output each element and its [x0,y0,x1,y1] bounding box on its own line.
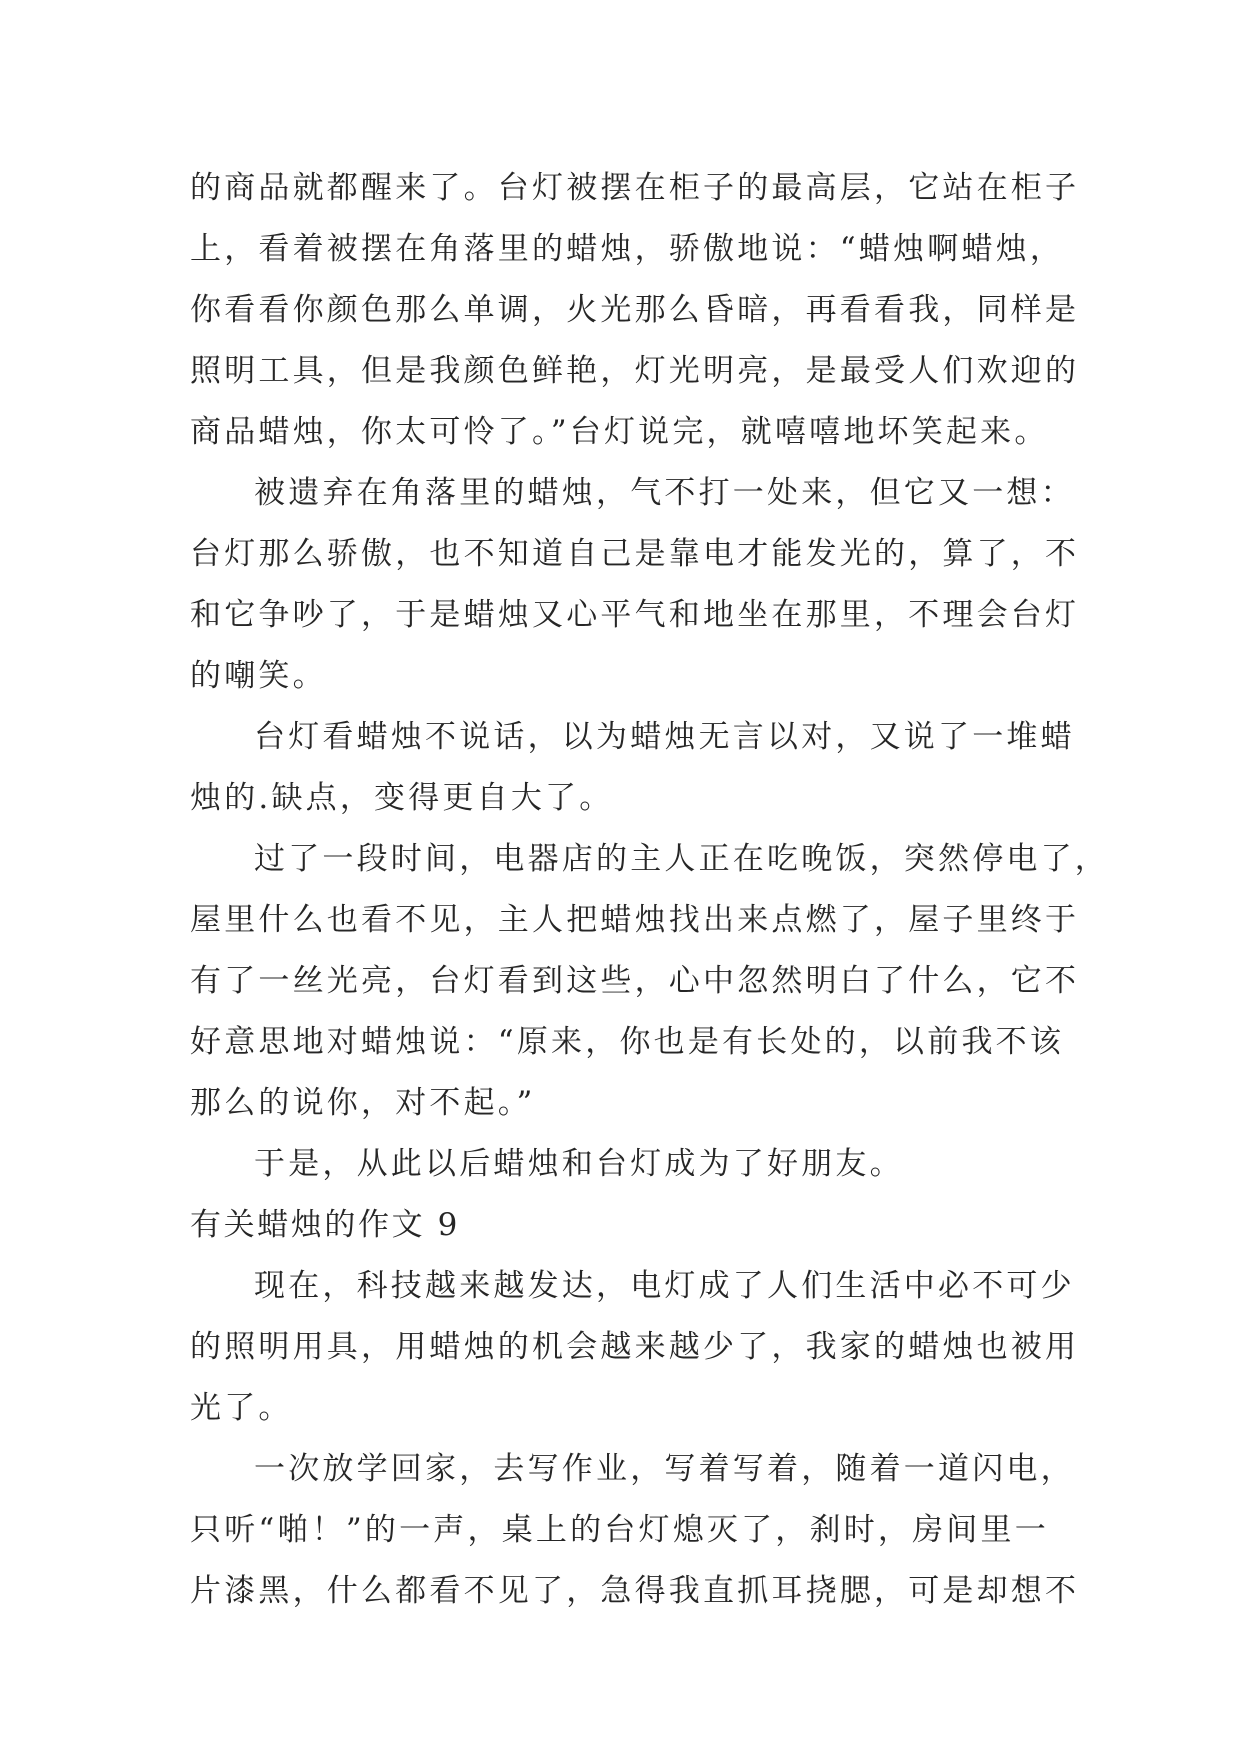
text-line: 上，看着被摆在角落里的蜡烛，骄傲地说：“蜡烛啊蜡烛， [190,231,1065,267]
text-line: 的嘲笑。 [190,658,327,694]
text-line: 的照明用具，用蜡烛的机会越来越少了，我家的蜡烛也被用 [190,1329,1080,1365]
text-line: 烛的.缺点，变得更自大了。 [190,780,614,816]
section-heading: 有关蜡烛的作文 9 [190,1207,460,1243]
text-line: 商品蜡烛，你太可怜了。”台灯说完，就嘻嘻地坏笑起来。 [190,414,1049,450]
text-line: 和它争吵了，于是蜡烛又心平气和地坐在那里，不理会台灯 [190,597,1080,633]
document-body [190,158,1109,1622]
text-line: 台灯看蜡烛不说话，以为蜡烛无言以对，又说了一堆蜡 [254,719,1075,755]
text-line: 你看看你颜色那么单调，火光那么昏暗，再看看我，同样是 [190,292,1080,328]
text-line: 于是，从此以后蜡烛和台灯成为了好朋友。 [254,1146,904,1182]
text-line: 屋里什么也看不见，主人把蜡烛找出来点燃了，屋子里终于 [190,902,1080,938]
text-line: 一次放学回家，去写作业，写着写着，随着一道闪电， [254,1451,1075,1487]
text-line: 被遗弃在角落里的蜡烛，气不打一处来，但它又一想： [254,475,1075,511]
text-line: 有了一丝光亮，台灯看到这些，心中忽然明白了什么，它不 [190,963,1080,999]
text-line: 光了。 [190,1390,293,1426]
text-line: 过了一段时间，电器店的主人正在吃晚饭，突然停电了， [254,841,1109,877]
text-line: 好意思地对蜡烛说：“原来，你也是有长处的，以前我不该 [190,1024,1065,1060]
text-line: 只听“啪！”的一声，桌上的台灯熄灭了，刹时，房间里一 [190,1512,1049,1548]
text-line: 照明工具，但是我颜色鲜艳，灯光明亮，是最受人们欢迎的 [190,353,1080,389]
text-line: 现在，科技越来越发达，电灯成了人们生活中必不可少 [254,1268,1075,1304]
text-line: 台灯那么骄傲，也不知道自己是靠电才能发光的，算了，不 [190,536,1080,572]
text-line: 那么的说你，对不起。” [190,1085,536,1121]
text-line: 的商品就都醒来了。台灯被摆在柜子的最高层，它站在柜子 [190,170,1080,206]
text-line: 片漆黑，什么都看不见了，急得我直抓耳挠腮，可是却想不 [190,1573,1080,1609]
